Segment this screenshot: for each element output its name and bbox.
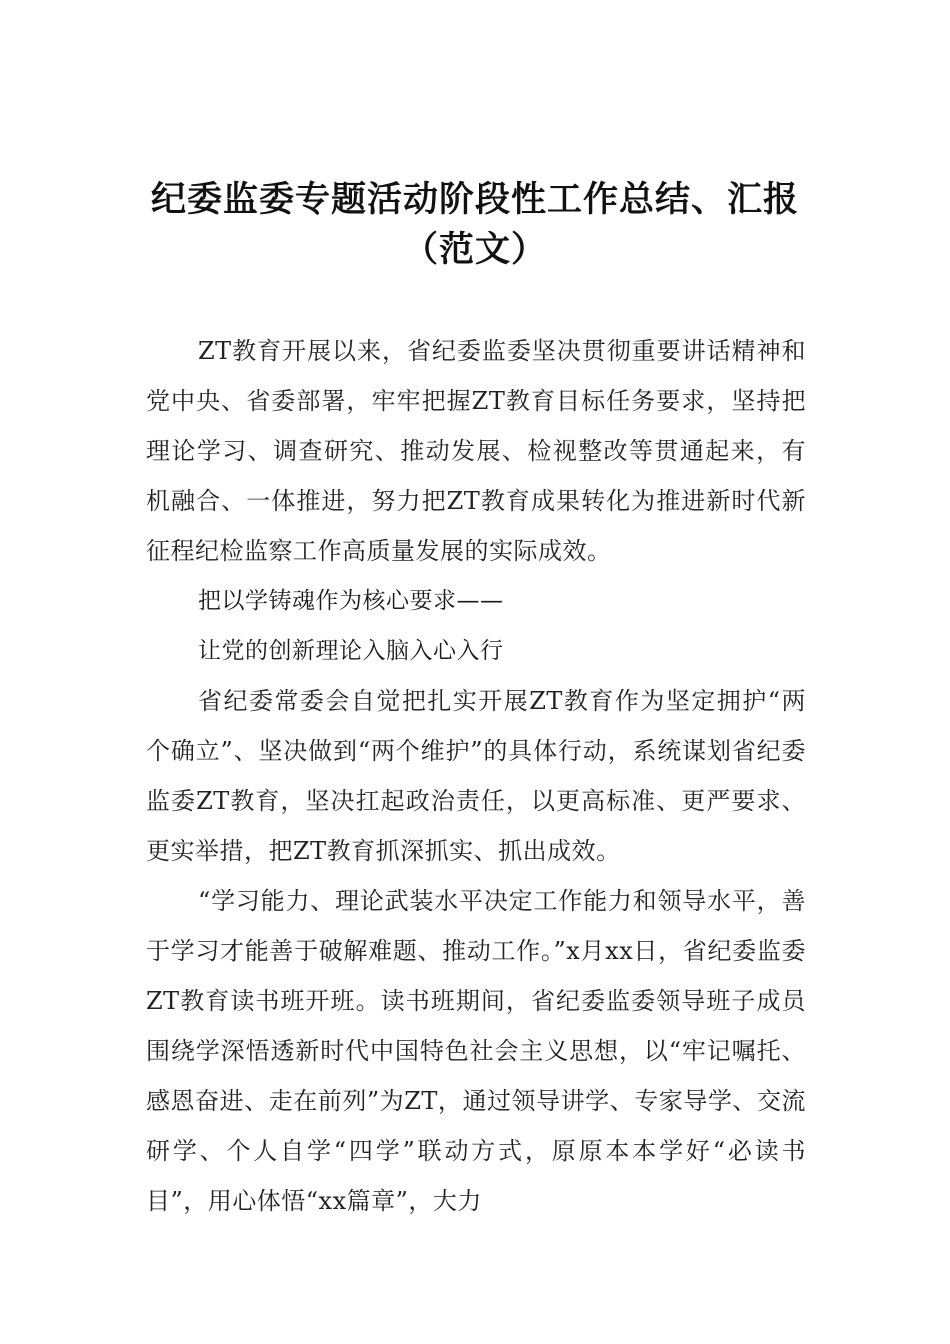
body-paragraph: 省纪委常委会自觉把扎实开展ZT教育作为坚定拥护“两个确立”、坚决做到“两个维护”的具体行动，系统谋划省纪委监委ZT教育，坚决扛起政治责任，以更高标准、更严要求、更实举措，把ZT教育抓深抓实、抓出成效。 [146,687,806,865]
section-subheading: 让党的创新理论入脑入心入行 [198,638,504,664]
section-heading: 把以学铸魂作为核心要求—— [198,588,504,614]
document-title-subtitle: （范文） [402,229,547,270]
intro-paragraph: ZT教育开展以来，省纪委监委坚决贯彻重要讲话精神和党中央、省委部署，牢牢把握ZT教育目标任务要求，坚持把理论学习、调查研究、推动发展、检视整改等贯通起来，有机融合、一体推进，努力把ZT教育成果转化为推进新时代新征程纪检监察工作高质量发展的实际成效。 [146,337,806,565]
document-body [146,326,806,1226]
body-paragraph: “学习能力、理论武装水平决定工作能力和领导水平，善于学习才能善于破解难题、推动工作。”x月xx日，省纪委监委ZT教育读书班开班。读书班期间，省纪委监委领导班子成员围绕学深悟透新时代中国特色社会主义思想，以“牢记嘱托、感恩奋进、走在前列”为ZT，通过领导讲学、专家导学、交流研学、个人自学“四学”联动方式，原原本本学好“必读书目”，用心体悟“xx篇章”，大力 [146,887,806,1215]
document-title: 纪委监委专题活动阶段性工作总结、汇报 [150,179,799,220]
